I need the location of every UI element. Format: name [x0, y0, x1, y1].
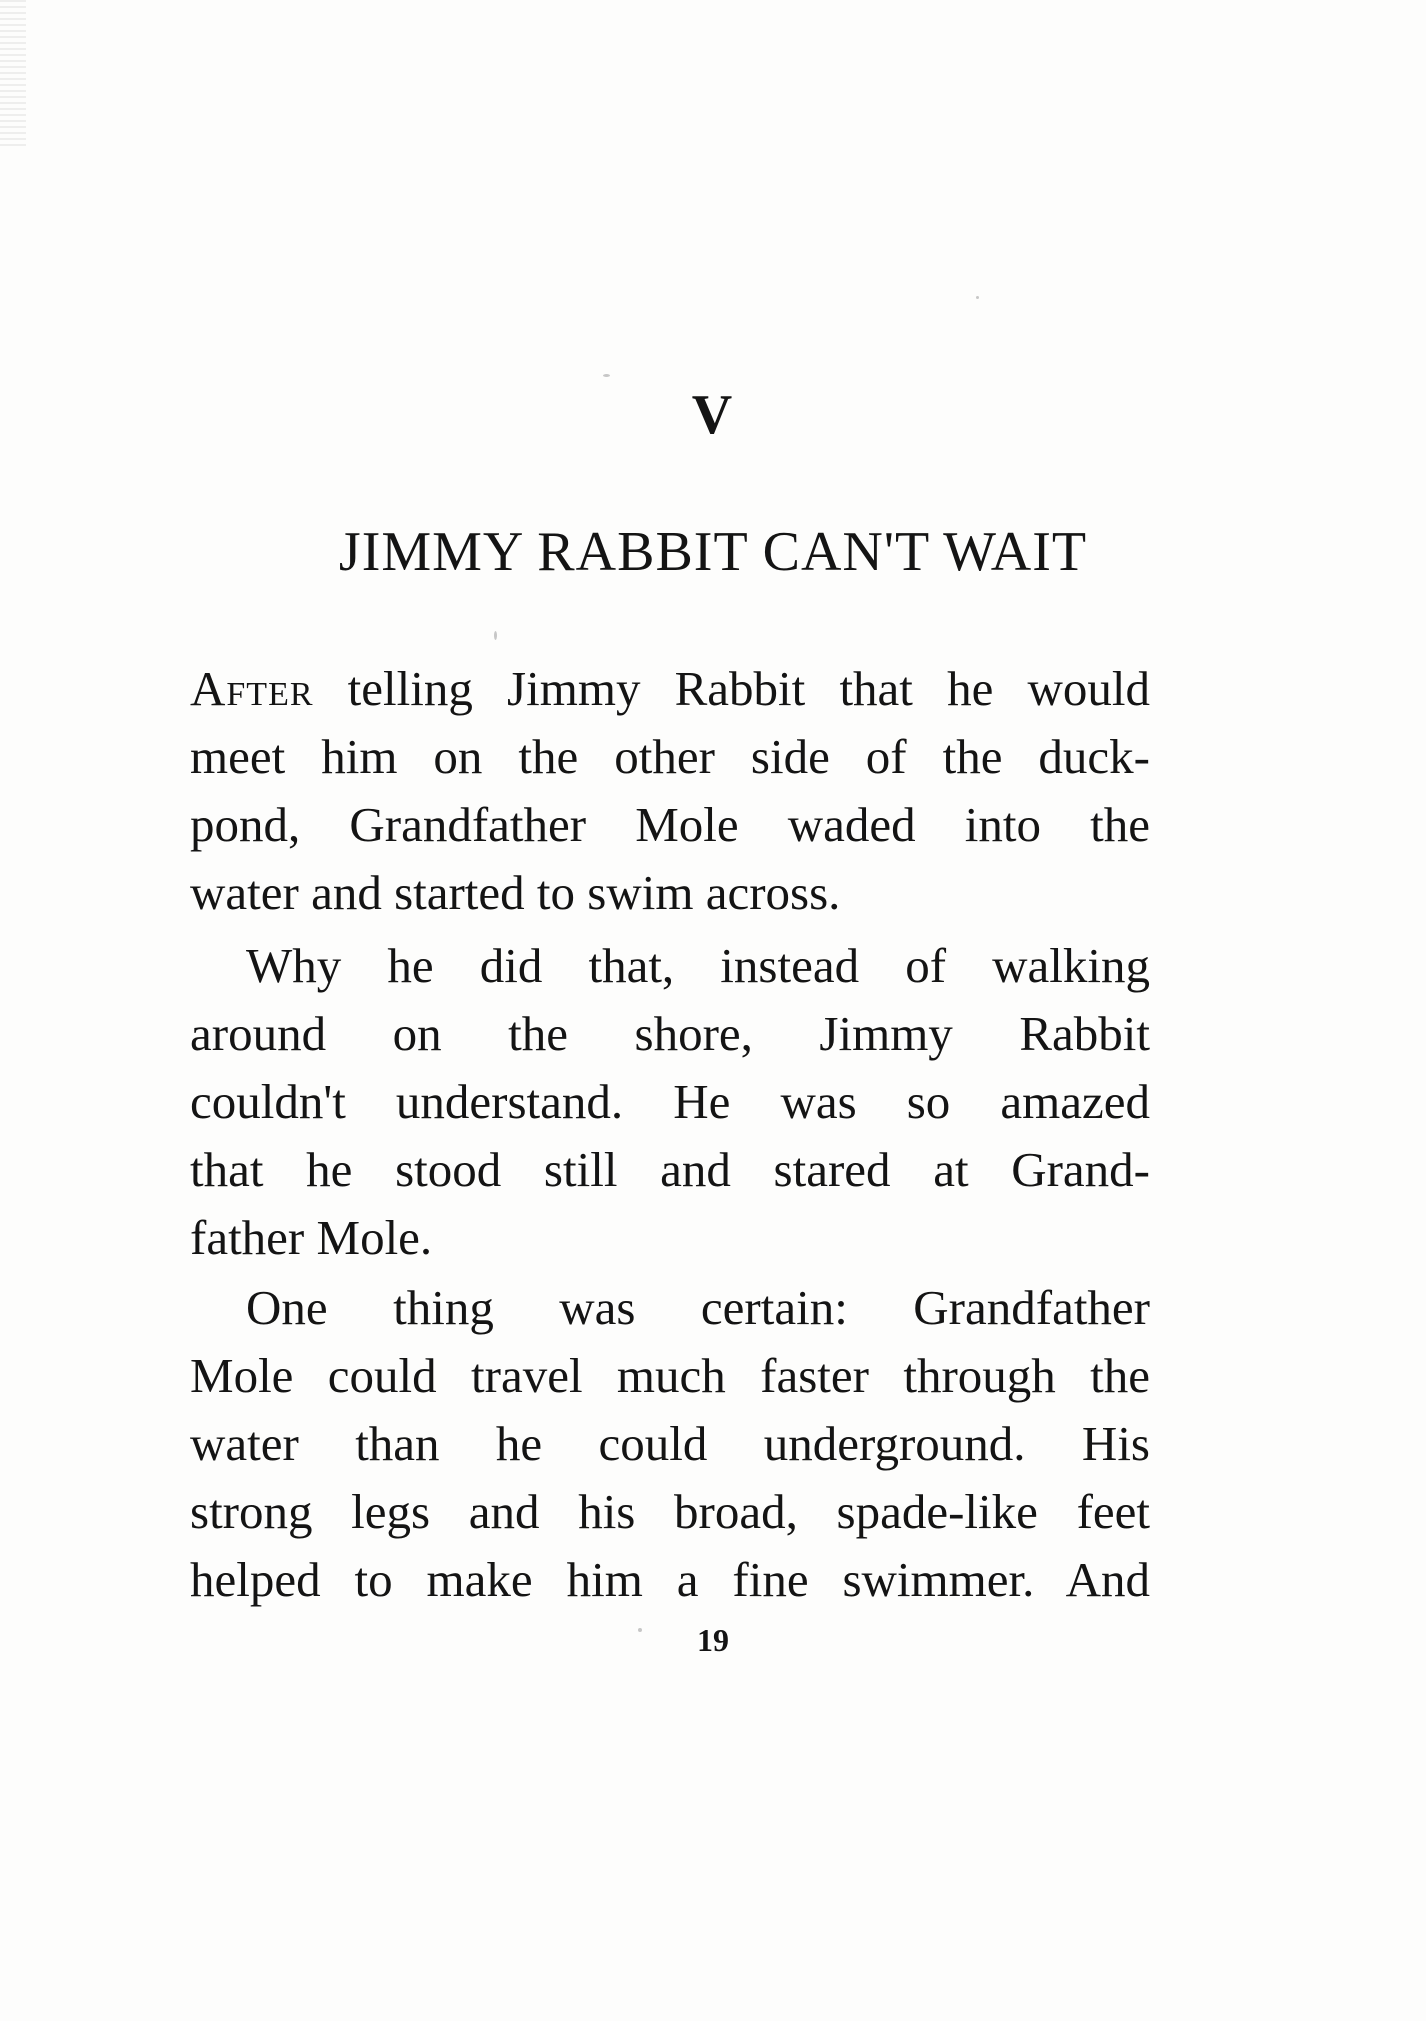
paragraph-1 [190, 655, 1150, 927]
drop-lead-word: After [190, 661, 314, 716]
page-number: 19 [697, 1622, 729, 1658]
text-line: water and started to swim across. [190, 865, 841, 920]
paper-speck [603, 374, 610, 377]
text-line-content: telling Jimmy Rabbit that he would [313, 661, 1150, 716]
text-line: pond, Grandfather Mole waded into the [190, 797, 1150, 852]
text-line: Why he did that, instead of walking [246, 938, 1150, 993]
chapter-title: JIMMY RABBIT CAN'T WAIT [338, 521, 1088, 583]
text-line: that he stood still and stared at Grand- [190, 1142, 1150, 1197]
paper-speck [976, 296, 979, 299]
text-line: water than he could underground. His [190, 1416, 1150, 1471]
text-line: couldn't understand. He was so amazed [190, 1074, 1150, 1129]
text-line: father Mole. [190, 1210, 433, 1265]
text-line [190, 655, 1150, 723]
paragraph-3 [190, 1274, 1150, 1614]
text-line: Mole could travel much faster through the [190, 1348, 1150, 1403]
chapter-number: V [691, 384, 735, 446]
text-line: meet him on the other side of the duck- [190, 729, 1150, 784]
paragraph-2 [190, 932, 1150, 1272]
text-line: strong legs and his broad, spade-like feet [190, 1484, 1150, 1539]
text-line: helped to make him a fine swimmer. And [190, 1552, 1150, 1607]
paper-speck [494, 631, 497, 640]
text-line: around on the shore, Jimmy Rabbit [190, 1006, 1150, 1061]
text-line: One thing was certain: Grandfather [246, 1280, 1150, 1335]
scan-edge-artifact [0, 0, 26, 150]
